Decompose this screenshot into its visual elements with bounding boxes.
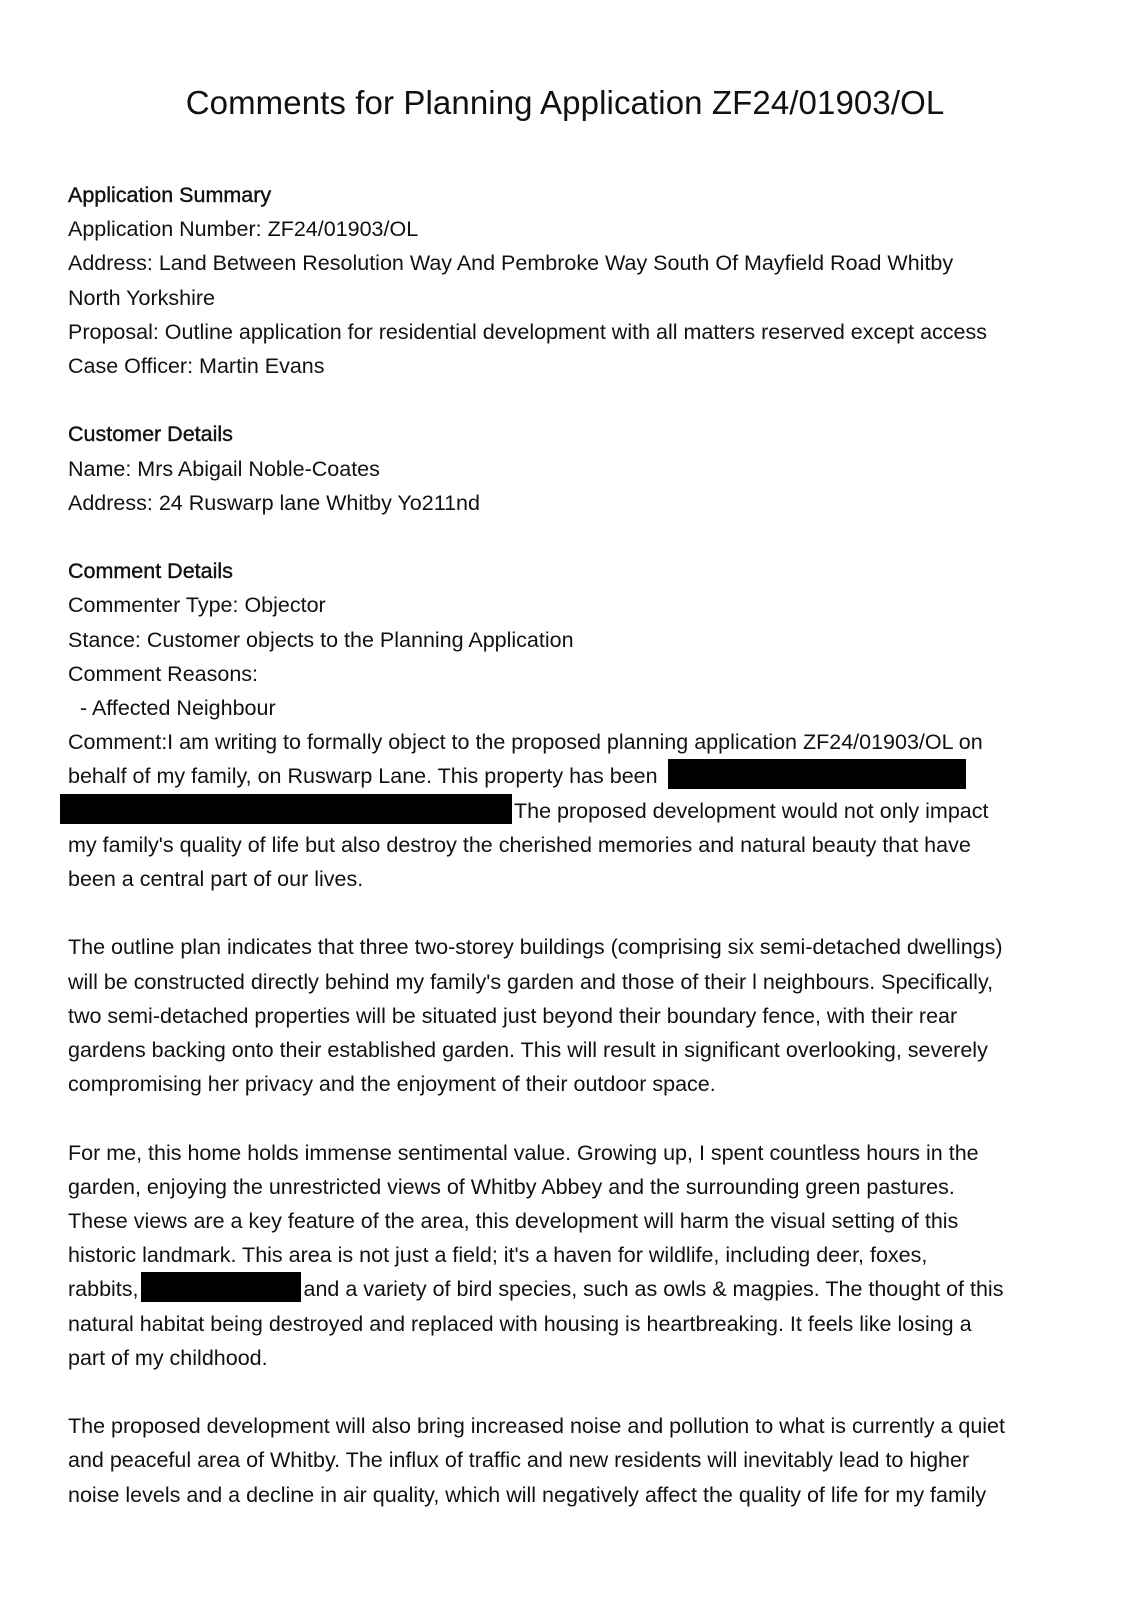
application-proposal: Proposal: Outline application for residential development with all matters reserved except access — [68, 319, 987, 344]
comment-p4-line: The proposed development will also bring increased noise and pollution to what is currently a quiet — [68, 1414, 1005, 1439]
spacer — [68, 520, 1068, 554]
redaction-block — [668, 759, 966, 789]
comment-p2-line: two semi-detached properties will be situated just beyond their boundary fence, with their rear — [68, 1003, 958, 1028]
application-number: Application Number: ZF24/01903/OL — [68, 217, 419, 242]
comment-p1-line2 — [68, 759, 1068, 793]
comment-p1-line1: Comment:I am writing to formally object to the proposed planning application ZF24/01903/OL on — [68, 730, 983, 755]
comment-p2-line: compromising her privacy and the enjoyment of their outdoor space. — [68, 1072, 716, 1097]
comment-p4-line: noise levels and a decline in air quality, which will negatively affect the quality of life for my family — [68, 1482, 987, 1507]
redaction-block — [60, 794, 512, 824]
application-address-line1: Address: Land Between Resolution Way And Pembroke Way South Of Mayfield Road Whitby — [68, 251, 954, 276]
application-address-line2: North Yorkshire — [68, 285, 215, 310]
section-heading-customer-details: Customer Details — [68, 422, 233, 447]
customer-name: Name: Mrs Abigail Noble-Coates — [68, 456, 380, 481]
comment-p3-line3: These views are a key feature of the area, this development will harm the visual setting of this — [68, 1209, 959, 1234]
spacer — [68, 896, 1068, 930]
comment-p1-line3 — [60, 794, 1068, 828]
comment-p3-line7: part of my childhood. — [68, 1345, 268, 1370]
application-case-officer: Case Officer: Martin Evans — [68, 354, 325, 379]
comment-p1-line4: my family's quality of life but also destroy the cherished memories and natural beauty that have — [68, 832, 971, 857]
spacer — [68, 383, 1068, 417]
commenter-type: Commenter Type: Objector — [68, 593, 326, 618]
comment-p3-line2: garden, enjoying the unrestricted views of Whitby Abbey and the surrounding green pastures. — [68, 1174, 955, 1199]
page-title: Comments for Planning Application ZF24/01903/OL — [185, 84, 945, 121]
comment-reason-item: - Affected Neighbour — [80, 696, 276, 721]
stance: Stance: Customer objects to the Planning Application — [68, 627, 574, 652]
comment-p3-line1: For me, this home holds immense sentimental value. Growing up, I spent countless hours in the — [68, 1140, 979, 1165]
comment-p2-line: The outline plan indicates that three two-storey buildings (comprising six semi-detached dwellings) — [68, 935, 1003, 960]
comment-p1-line5: been a central part of our lives. — [68, 867, 364, 892]
comment-p1-line2-text: behalf of my family, on Ruswarp Lane. This property has been — [68, 764, 664, 789]
comment-p2-line: gardens backing onto their established garden. This will result in significant overlooking, severely — [68, 1038, 988, 1063]
section-heading-comment-details: Comment Details — [68, 559, 233, 584]
comment-p4-line: and peaceful area of Whitby. The influx of traffic and new residents will inevitably lead to higher — [68, 1448, 970, 1473]
comment-p3-line5 — [68, 1272, 1068, 1306]
spacer — [68, 1101, 1068, 1135]
comment-reasons-label: Comment Reasons: — [68, 661, 258, 686]
customer-address: Address: 24 Ruswarp lane Whitby Yo211nd — [68, 490, 480, 515]
comment-p3-line5-text-after: and a variety of bird species, such as owls & magpies. The thought of this — [303, 1277, 1004, 1302]
comment-p2-line: will be constructed directly behind my family's garden and those of their l neighbours. Specifically, — [68, 969, 994, 994]
spacer — [68, 1375, 1068, 1409]
comment-p3-line6: natural habitat being destroyed and replaced with housing is heartbreaking. It feels like losing a — [68, 1311, 972, 1336]
document-body — [68, 178, 1068, 1512]
comment-p3-line4: historic landmark. This area is not just a field; it's a haven for wildlife, including deer, foxes, — [68, 1243, 928, 1268]
comment-p1-line3-text: The proposed development would not only impact — [514, 798, 989, 823]
comment-p3-line5-text-before: rabbits, — [68, 1277, 139, 1302]
redaction-block — [141, 1272, 301, 1302]
section-heading-application-summary: Application Summary — [68, 183, 272, 207]
